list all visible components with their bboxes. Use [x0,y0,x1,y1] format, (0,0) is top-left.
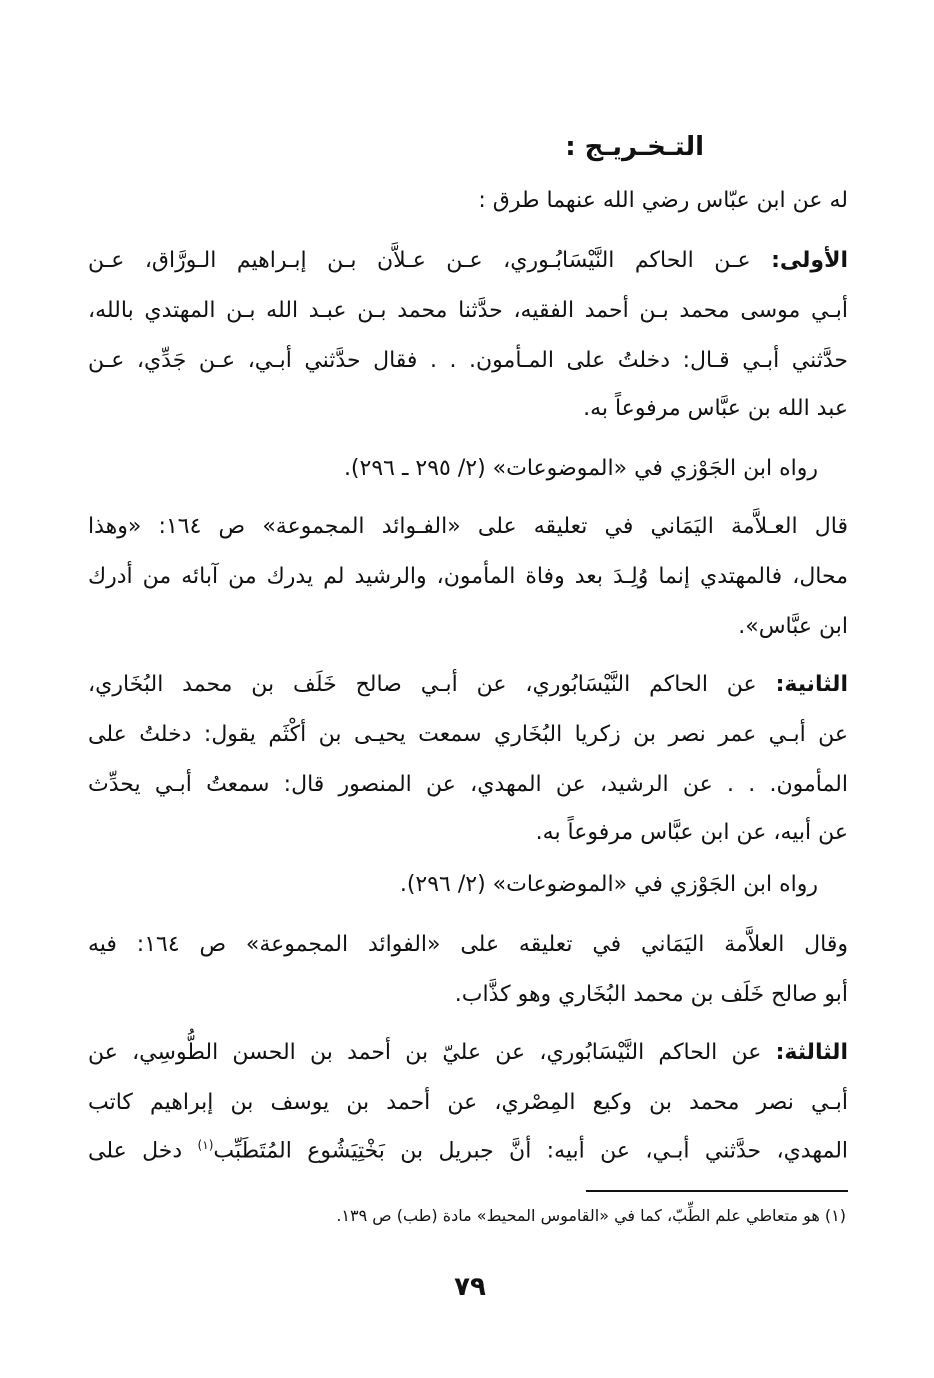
footnote-divider [586,1190,848,1192]
first-yamani-line-3: ابن عبَّاس». [738,614,848,639]
first-path-line-2: أبـي موسى محمد بـن أحمد الفقيه، حدَّثنا محمد بـن عبـد الله بـن المهتدي بالله، [88,298,848,323]
second-path-line-1: الثانية: عن الحاكم النَّيْسَابُوري، عن أبـي صالح خَلَف بن محمد البُخَاري، [88,672,848,697]
body-text [88,0,848,1180]
second-riwaya: رواه ابن الجَوْزي في «الموضوعات» (٢/ ٢٩٦). [399,872,818,897]
page-number: ٧٩ [454,1272,486,1302]
first-riwaya: رواه ابن الجَوْزي في «الموضوعات» (٢/ ٢٩٥ ـ ٢٩٦). [343,456,818,481]
third-path-line-1: الثالثة: عن الحاكم النَّيْسَابُوري، عن عليّ بن أحمد بن الحسن الطُّوسِي، عن [88,1040,848,1065]
footnote: (١) هو متعاطي علم الطِّبّ، كما في «القاموس المحيط» مادة (طب) ص ١٣٩. [336,1206,846,1225]
second-path-line-2: عن أبـي عمر نصر بن زكريا البُخَاري سمعت يحيـى بن أكْثَم يقول: دخلتُ على [88,722,848,747]
section-heading: التـخـريـج : [565,132,704,162]
third-path-label: الثالثة: [775,1040,848,1065]
first-path-line-3: حدَّثني أبـي قـال: دخلتُ على المـأمون. . . فقال حدَّثني أبـي، عـن جَدِّي، عـن [88,348,848,373]
first-path-label: الأولى: [771,248,848,273]
footnote-marker: (١) [197,1138,214,1152]
second-yamani-line-2: أبو صالح خَلَف بن محمد البُخَاري وهو كذَّاب. [454,982,848,1007]
second-yamani-line-1: وقال العلاَّمة اليَمَاني في تعليقه على «الفوائد المجموعة» ص ١٦٤: فيه [88,932,848,957]
second-path-line-4: عن أبيه، عن ابن عبَّاس مرفوعاً به. [535,820,848,845]
first-yamani-line-1: قال العـلاَّمة اليَمَاني في تعليقه على «الفـوائد المجموعة» ص ١٦٤: «وهذا [88,514,848,539]
second-path-line-3: المأمون. . . عن الرشيد، عن المهدي، عن المنصور قال: سمعتُ أبـي يحدِّث [88,772,848,797]
intro-line: له عن ابن عبّاس رضي الله عنهما طرق : [478,188,848,213]
first-yamani-line-2: محال، فالمهتدي إنما وُلِـدَ بعد وفاة المأمون، والرشيد لم يدرك من آبائه من أدرك [88,564,848,589]
first-path-line-1: الأولى: عـن الحاكم النَّيْسَابُـوري، عـن عـلاَّن بـن إبـراهيم الـورَّاق، عـن [88,248,848,273]
first-path-line-4: عبد الله بن عبَّاس مرفوعاً به. [583,396,848,421]
third-path-line-3: المهدي، حدَّثني أبـي، عن أبيه: أنَّ جبريل بن بَخْتِيَشُوع المُتَطَبِّب$^{(١)}$ دخل على [88,1138,849,1164]
third-path-line-2: أبـي نصر محمد بن وكيع المِصْري، عن أحمد بن يوسف بن إبراهيم كاتب [88,1090,848,1115]
second-path-label: الثانية: [775,672,848,697]
